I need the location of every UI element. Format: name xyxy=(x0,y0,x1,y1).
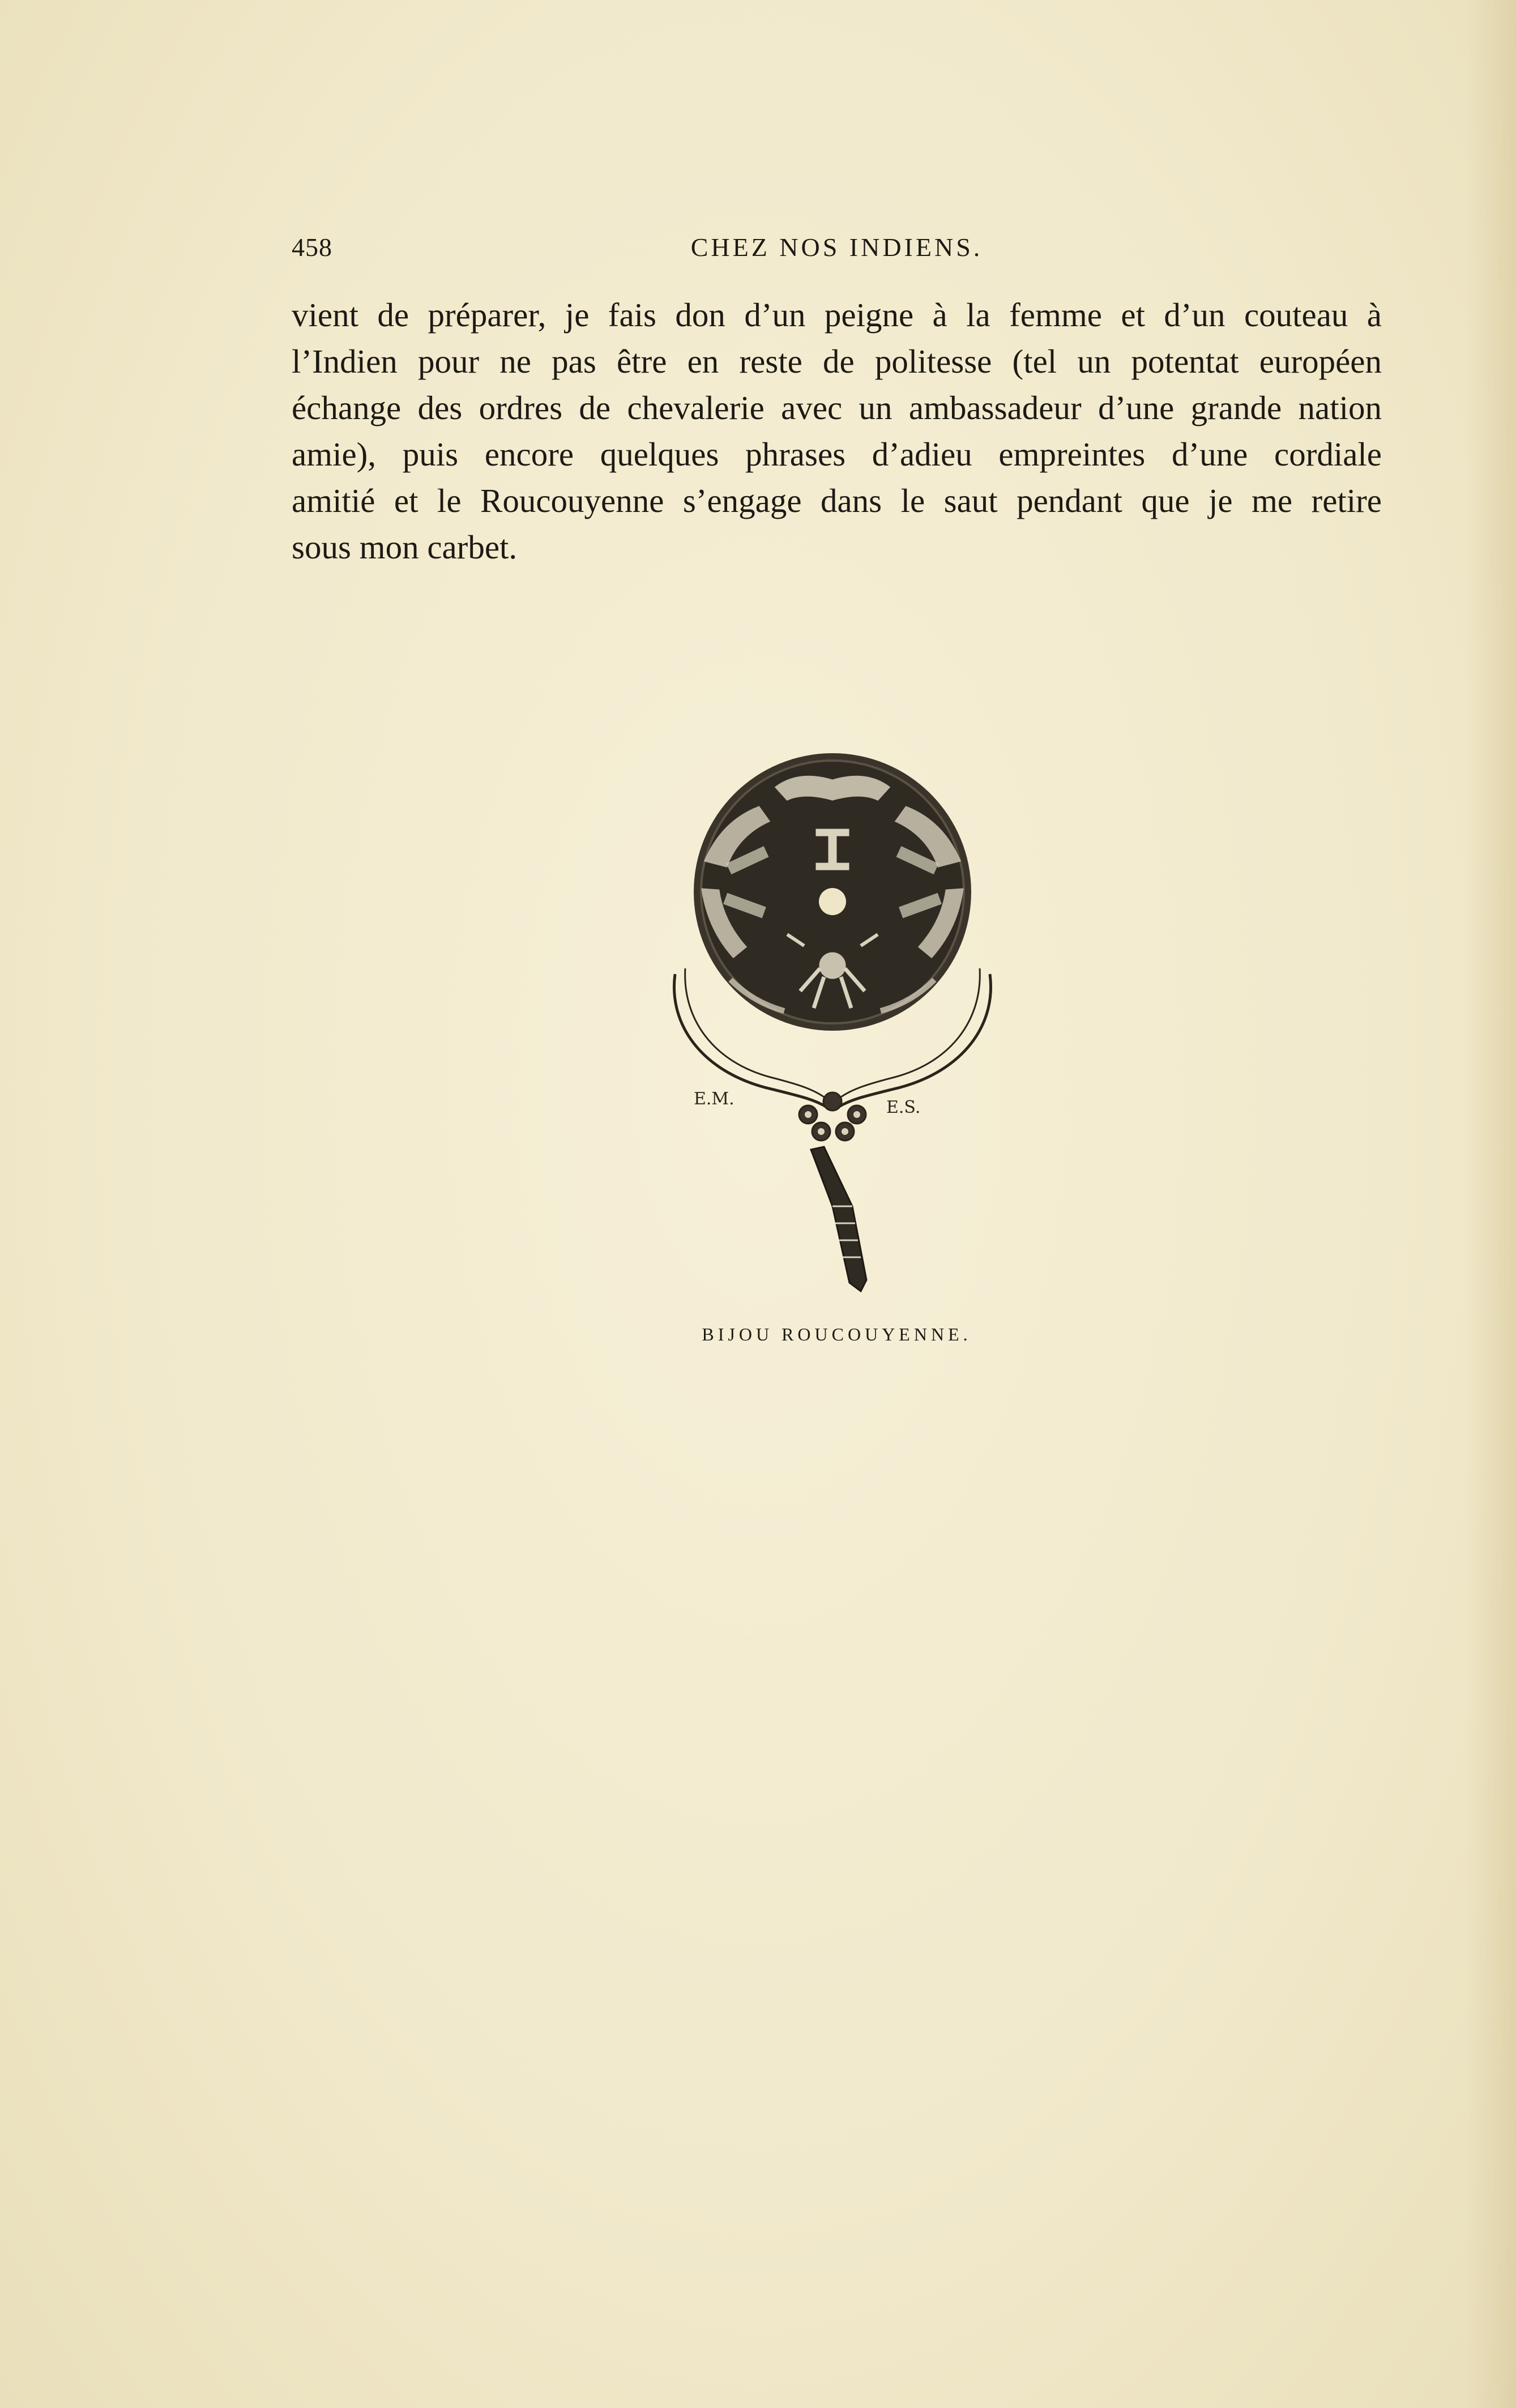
text-line: vient de préparer, je fais don d’un peigne à la femme et d’un couteau à xyxy=(292,296,1382,334)
text-line: l’Indien pour ne pas être en reste de politesse (tel un potentat européen xyxy=(292,343,1382,380)
text-line: amie), puis encore quelques phrases d’adieu empreintes d’une cordiale xyxy=(292,436,1382,473)
jewel-illustration xyxy=(663,753,1002,1308)
text-line: sous mon carbet. xyxy=(292,528,518,566)
page-edge-shadow xyxy=(1465,0,1516,2408)
jewel-drawing xyxy=(663,753,1002,1308)
signature-left: E.M. xyxy=(694,1089,734,1109)
text-line: échange des ordres de chevalerie avec un ambassadeur d’une grande nation xyxy=(292,389,1382,426)
page-header xyxy=(292,232,1382,277)
signature-right: E.S. xyxy=(886,1098,921,1117)
page-number: 458 xyxy=(292,233,332,262)
figure-caption: BIJOU ROUCOUYENNE. xyxy=(702,1324,972,1344)
center-hole xyxy=(819,888,846,915)
pendant-stick xyxy=(811,1147,866,1291)
bead-top xyxy=(823,1092,842,1111)
text-line: amitié et le Roucouyenne s’engage dans le saut pendant que je me retire xyxy=(292,482,1382,519)
body-paragraph xyxy=(292,292,1382,570)
running-title: CHEZ NOS INDIENS. xyxy=(690,233,983,262)
